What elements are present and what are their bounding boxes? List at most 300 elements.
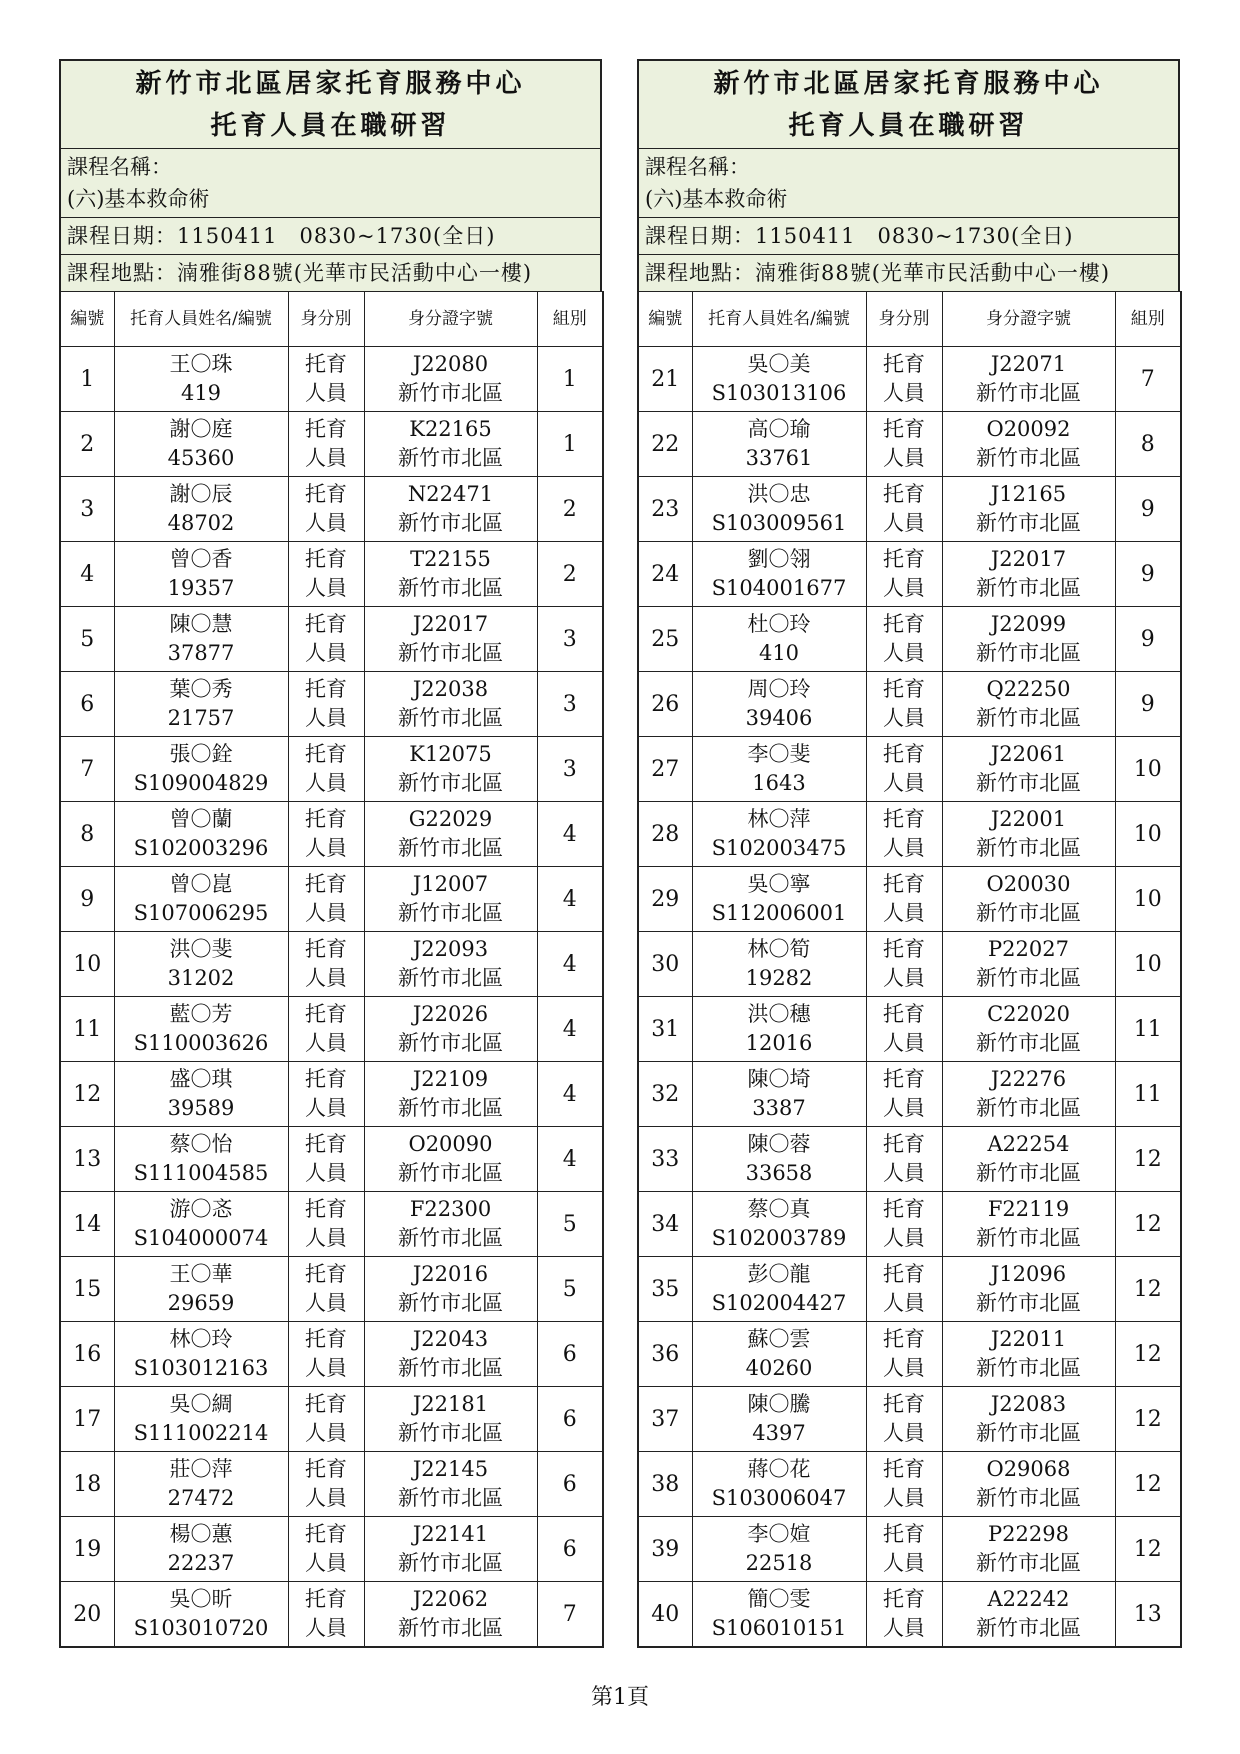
role-line2: 人員	[883, 1551, 925, 1575]
caregiver-code: 1643	[752, 771, 806, 795]
id-cell	[942, 1192, 1115, 1257]
caregiver-name: 簡〇雯	[747, 1587, 811, 1611]
caregiver-name-cell	[692, 997, 866, 1062]
row-number: 21	[638, 347, 692, 412]
role-line2: 人員	[883, 1226, 925, 1250]
row-number: 22	[638, 412, 692, 477]
table-row	[638, 477, 1181, 542]
caregiver-name: 王〇珠	[169, 352, 233, 376]
role-cell	[288, 932, 364, 997]
id-number: J22071	[990, 352, 1067, 376]
role-line1: 托育	[883, 937, 925, 961]
id-number: J12007	[412, 872, 489, 896]
caregiver-name: 張〇銓	[169, 742, 233, 766]
group-number: 13	[1115, 1582, 1181, 1648]
title-block	[639, 61, 1178, 149]
table-row	[60, 1322, 603, 1387]
table-row	[60, 1582, 603, 1648]
caregiver-name: 陳〇慧	[169, 612, 233, 636]
district: 新竹市北區	[976, 706, 1081, 730]
role-line2: 人員	[305, 1551, 347, 1575]
caregiver-name-cell	[692, 412, 866, 477]
id-number: J22099	[990, 612, 1067, 636]
id-number: O20090	[408, 1132, 493, 1156]
id-number: J22016	[412, 1262, 489, 1286]
date-value: 1150411 0830~1730(全日)	[755, 224, 1074, 248]
district: 新竹市北區	[976, 901, 1081, 925]
location-label: 課程地點：	[645, 261, 755, 285]
id-number: J22038	[412, 677, 489, 701]
id-cell	[364, 867, 537, 932]
course-name: (六)基本救命術	[645, 187, 788, 211]
table-row	[60, 1257, 603, 1322]
role-line1: 托育	[305, 417, 347, 441]
table-row	[638, 997, 1181, 1062]
caregiver-name: 彭〇龍	[747, 1262, 811, 1286]
row-number: 2	[60, 412, 114, 477]
table-row	[60, 1387, 603, 1452]
id-number: J22062	[412, 1587, 489, 1611]
district: 新竹市北區	[398, 771, 503, 795]
district: 新竹市北區	[398, 511, 503, 535]
table-header-row	[60, 292, 603, 347]
group-number: 9	[1115, 542, 1181, 607]
caregiver-name: 蔡〇真	[747, 1197, 811, 1221]
caregiver-code: 39589	[167, 1096, 235, 1120]
district: 新竹市北區	[398, 1161, 503, 1185]
caregiver-name-cell	[692, 932, 866, 997]
caregiver-name: 陳〇埼	[747, 1067, 811, 1091]
caregiver-name: 李〇斐	[747, 742, 811, 766]
role-line1: 托育	[883, 807, 925, 831]
caregiver-name: 曾〇香	[169, 547, 233, 571]
role-line2: 人員	[883, 641, 925, 665]
row-number: 6	[60, 672, 114, 737]
row-number: 40	[638, 1582, 692, 1648]
col-id: 身分證字號	[942, 292, 1115, 347]
role-cell	[866, 932, 942, 997]
caregiver-name: 周〇玲	[747, 677, 811, 701]
role-cell	[288, 867, 364, 932]
table-row	[60, 412, 603, 477]
caregiver-name-cell	[692, 607, 866, 672]
role-cell	[288, 737, 364, 802]
role-line1: 托育	[883, 417, 925, 441]
id-number: A22242	[987, 1587, 1070, 1611]
caregiver-name: 洪〇斐	[169, 937, 233, 961]
caregiver-code: 21757	[167, 706, 235, 730]
caregiver-name-cell	[114, 1517, 288, 1582]
district: 新竹市北區	[398, 1551, 503, 1575]
role-cell	[288, 802, 364, 867]
id-cell	[364, 672, 537, 737]
caregiver-code: S107006295	[133, 901, 269, 925]
caregiver-name: 曾〇蘭	[169, 807, 233, 831]
date-label: 課程日期：	[645, 224, 755, 248]
district: 新竹市北區	[976, 1161, 1081, 1185]
caregiver-name-cell	[114, 1452, 288, 1517]
group-number: 4	[537, 867, 603, 932]
caregiver-name-cell	[692, 542, 866, 607]
caregiver-code: 22518	[745, 1551, 813, 1575]
row-number: 11	[60, 997, 114, 1062]
caregiver-code: 22237	[167, 1551, 235, 1575]
table-row	[638, 737, 1181, 802]
course-date	[61, 218, 600, 255]
caregiver-code: S103009561	[711, 511, 847, 535]
id-cell	[942, 477, 1115, 542]
col-no: 編號	[638, 292, 692, 347]
group-number: 1	[537, 347, 603, 412]
table-row	[638, 1517, 1181, 1582]
district: 新竹市北區	[398, 1031, 503, 1055]
group-number: 7	[1115, 347, 1181, 412]
role-line2: 人員	[883, 1096, 925, 1120]
course-info	[639, 149, 1178, 218]
id-number: J22011	[990, 1327, 1067, 1351]
district: 新竹市北區	[398, 1291, 503, 1315]
role-line1: 托育	[883, 1392, 925, 1416]
id-cell	[364, 1517, 537, 1582]
caregiver-name-cell	[692, 1257, 866, 1322]
table-row	[638, 932, 1181, 997]
id-number: Q22250	[986, 677, 1071, 701]
role-cell	[866, 1452, 942, 1517]
caregiver-code: 3387	[752, 1096, 806, 1120]
caregiver-code: 29659	[167, 1291, 235, 1315]
group-number: 10	[1115, 737, 1181, 802]
id-cell	[942, 802, 1115, 867]
role-line1: 托育	[883, 1197, 925, 1221]
group-number: 12	[1115, 1192, 1181, 1257]
id-cell	[364, 1257, 537, 1322]
id-number: T22155	[410, 547, 491, 571]
table-row	[638, 1127, 1181, 1192]
caregiver-code: S111002214	[133, 1421, 269, 1445]
caregiver-name-cell	[114, 932, 288, 997]
caregiver-name-cell	[114, 997, 288, 1062]
caregiver-code: 12016	[745, 1031, 813, 1055]
role-cell	[288, 1517, 364, 1582]
district: 新竹市北區	[976, 771, 1081, 795]
row-number: 38	[638, 1452, 692, 1517]
group-number: 4	[537, 1062, 603, 1127]
caregiver-code: S103006047	[711, 1486, 847, 1510]
id-number: F22119	[987, 1197, 1070, 1221]
role-line2: 人員	[305, 1356, 347, 1380]
table-row	[60, 1062, 603, 1127]
table-row	[60, 932, 603, 997]
caregiver-name: 楊〇蕙	[169, 1522, 233, 1546]
group-number: 9	[1115, 607, 1181, 672]
caregiver-name: 謝〇庭	[169, 417, 233, 441]
group-number: 4	[537, 1127, 603, 1192]
caregiver-name-cell	[114, 867, 288, 932]
district: 新竹市北區	[976, 511, 1081, 535]
row-number: 37	[638, 1387, 692, 1452]
id-number: J22145	[412, 1457, 489, 1481]
id-cell	[364, 802, 537, 867]
caregiver-code: 19282	[745, 966, 813, 990]
date-label: 課程日期：	[67, 224, 177, 248]
row-number: 33	[638, 1127, 692, 1192]
row-number: 16	[60, 1322, 114, 1387]
caregiver-name: 洪〇忠	[747, 482, 811, 506]
row-number: 8	[60, 802, 114, 867]
role-line2: 人員	[305, 1616, 347, 1640]
id-number: G22029	[408, 807, 493, 831]
role-line1: 托育	[883, 1587, 925, 1611]
role-cell	[288, 1582, 364, 1648]
id-number: J22001	[990, 807, 1067, 831]
district: 新竹市北區	[398, 1096, 503, 1120]
caregiver-name-cell	[114, 542, 288, 607]
role-cell	[866, 1322, 942, 1387]
caregiver-name: 藍〇芳	[169, 1002, 233, 1026]
caregiver-code: 40260	[745, 1356, 813, 1380]
caregiver-name: 王〇華	[169, 1262, 233, 1286]
course-name: (六)基本救命術	[67, 187, 210, 211]
id-number: J22093	[412, 937, 489, 961]
id-cell	[942, 1322, 1115, 1387]
row-number: 7	[60, 737, 114, 802]
group-number: 1	[537, 412, 603, 477]
role-cell	[288, 1452, 364, 1517]
caregiver-name: 杜〇玲	[747, 612, 811, 636]
role-line1: 托育	[305, 677, 347, 701]
role-line1: 托育	[305, 1522, 347, 1546]
group-number: 6	[537, 1387, 603, 1452]
right-roster-panel	[637, 59, 1180, 1648]
caregiver-code: 33761	[745, 446, 813, 470]
district: 新竹市北區	[398, 836, 503, 860]
caregiver-name: 葉〇秀	[169, 677, 233, 701]
group-number: 4	[537, 802, 603, 867]
id-cell	[942, 867, 1115, 932]
table-row	[638, 802, 1181, 867]
course-info	[61, 149, 600, 218]
group-number: 4	[537, 932, 603, 997]
caregiver-name: 蔣〇花	[747, 1457, 811, 1481]
id-number: P22027	[988, 937, 1069, 961]
id-cell	[364, 347, 537, 412]
role-cell	[866, 542, 942, 607]
row-number: 34	[638, 1192, 692, 1257]
district: 新竹市北區	[398, 1616, 503, 1640]
role-cell	[866, 1257, 942, 1322]
district: 新竹市北區	[976, 1551, 1081, 1575]
role-line1: 托育	[883, 872, 925, 896]
role-line1: 托育	[883, 1457, 925, 1481]
id-cell	[942, 737, 1115, 802]
row-number: 25	[638, 607, 692, 672]
caregiver-name-cell	[692, 1062, 866, 1127]
caregiver-name: 莊〇萍	[169, 1457, 233, 1481]
caregiver-name-cell	[692, 347, 866, 412]
caregiver-code: S112006001	[711, 901, 847, 925]
role-line2: 人員	[305, 1291, 347, 1315]
caregiver-name: 陳〇騰	[747, 1392, 811, 1416]
role-cell	[288, 542, 364, 607]
course-label: 課程名稱：	[67, 155, 172, 179]
district: 新竹市北區	[398, 576, 503, 600]
id-cell	[942, 1257, 1115, 1322]
role-line2: 人員	[883, 576, 925, 600]
district: 新竹市北區	[976, 446, 1081, 470]
role-cell	[288, 1257, 364, 1322]
caregiver-code: 4397	[752, 1421, 806, 1445]
role-line1: 托育	[305, 872, 347, 896]
left-roster-panel	[59, 59, 602, 1648]
row-number: 4	[60, 542, 114, 607]
caregiver-code: 419	[180, 381, 222, 405]
group-number: 3	[537, 672, 603, 737]
caregiver-code: S104001677	[711, 576, 847, 600]
district: 新竹市北區	[976, 1616, 1081, 1640]
caregiver-name: 游〇忞	[169, 1197, 233, 1221]
id-number: J22026	[412, 1002, 489, 1026]
course-location	[639, 255, 1178, 291]
role-cell	[288, 997, 364, 1062]
location-label: 課程地點：	[67, 261, 177, 285]
role-line2: 人員	[883, 1161, 925, 1185]
role-line2: 人員	[883, 446, 925, 470]
role-cell	[288, 672, 364, 737]
role-line1: 托育	[305, 482, 347, 506]
row-number: 10	[60, 932, 114, 997]
id-number: O20030	[986, 872, 1071, 896]
role-line2: 人員	[305, 1031, 347, 1055]
group-number: 9	[1115, 672, 1181, 737]
caregiver-code: S102004427	[711, 1291, 847, 1315]
caregiver-code: 410	[758, 641, 800, 665]
caregiver-name: 林〇玲	[169, 1327, 233, 1351]
id-cell	[364, 1192, 537, 1257]
caregiver-name: 洪〇穗	[747, 1002, 811, 1026]
caregiver-name-cell	[692, 1582, 866, 1648]
table-row	[60, 347, 603, 412]
role-cell	[866, 1387, 942, 1452]
page-number: 第1頁	[591, 1685, 649, 1710]
caregiver-name: 吳〇美	[747, 352, 811, 376]
role-line1: 托育	[305, 1002, 347, 1026]
role-line1: 托育	[883, 482, 925, 506]
role-cell	[288, 1062, 364, 1127]
id-number: A22254	[987, 1132, 1070, 1156]
caregiver-code: S103010720	[133, 1616, 269, 1640]
role-line2: 人員	[305, 381, 347, 405]
caregiver-code: 45360	[167, 446, 235, 470]
role-line2: 人員	[305, 1096, 347, 1120]
caregiver-name: 吳〇昕	[169, 1587, 233, 1611]
district: 新竹市北區	[976, 1356, 1081, 1380]
group-number: 6	[537, 1452, 603, 1517]
id-number: O20092	[986, 417, 1071, 441]
training-title: 托育人員在職研習	[788, 110, 1029, 141]
col-group: 組別	[1115, 292, 1181, 347]
role-cell	[866, 1517, 942, 1582]
caregiver-name-cell	[114, 1127, 288, 1192]
district: 新竹市北區	[398, 1356, 503, 1380]
id-number: J22017	[990, 547, 1067, 571]
caregiver-name-cell	[692, 1192, 866, 1257]
table-row	[638, 1062, 1181, 1127]
id-cell	[364, 1322, 537, 1387]
table-row	[638, 1582, 1181, 1648]
row-number: 27	[638, 737, 692, 802]
caregiver-name-cell	[692, 477, 866, 542]
date-value: 1150411 0830~1730(全日)	[177, 224, 496, 248]
caregiver-name: 林〇筍	[747, 937, 811, 961]
caregiver-name: 謝〇辰	[169, 482, 233, 506]
role-line2: 人員	[883, 1616, 925, 1640]
district: 新竹市北區	[398, 641, 503, 665]
table-row	[638, 1452, 1181, 1517]
table-row	[638, 1322, 1181, 1387]
role-line1: 托育	[883, 1327, 925, 1351]
id-cell	[364, 997, 537, 1062]
table-row	[638, 412, 1181, 477]
role-line2: 人員	[305, 966, 347, 990]
caregiver-code: 33658	[745, 1161, 813, 1185]
group-number: 2	[537, 542, 603, 607]
id-cell	[364, 477, 537, 542]
district: 新竹市北區	[976, 381, 1081, 405]
role-line1: 托育	[305, 547, 347, 571]
caregiver-code: S110003626	[133, 1031, 269, 1055]
role-line1: 托育	[883, 677, 925, 701]
role-line2: 人員	[305, 511, 347, 535]
id-cell	[942, 347, 1115, 412]
caregiver-name-cell	[692, 1517, 866, 1582]
district: 新竹市北區	[976, 1096, 1081, 1120]
caregiver-name: 劉〇翎	[747, 547, 811, 571]
table-row	[60, 737, 603, 802]
role-line1: 托育	[883, 1067, 925, 1091]
role-cell	[866, 347, 942, 412]
role-cell	[866, 477, 942, 542]
role-line2: 人員	[883, 1291, 925, 1315]
row-number: 36	[638, 1322, 692, 1387]
id-cell	[942, 1387, 1115, 1452]
group-number: 10	[1115, 867, 1181, 932]
id-cell	[942, 1062, 1115, 1127]
id-cell	[364, 1127, 537, 1192]
row-number: 17	[60, 1387, 114, 1452]
caregiver-name-cell	[114, 607, 288, 672]
caregiver-name-cell	[114, 1387, 288, 1452]
caregiver-code: S103013106	[711, 381, 847, 405]
district: 新竹市北區	[398, 446, 503, 470]
group-number: 11	[1115, 997, 1181, 1062]
role-line2: 人員	[305, 1486, 347, 1510]
training-title: 托育人員在職研習	[210, 110, 451, 141]
col-group: 組別	[537, 292, 603, 347]
role-cell	[866, 412, 942, 477]
table-row	[60, 672, 603, 737]
id-cell	[942, 1582, 1115, 1648]
caregiver-name-cell	[692, 1127, 866, 1192]
group-number: 5	[537, 1192, 603, 1257]
role-line1: 托育	[305, 1457, 347, 1481]
table-row	[638, 867, 1181, 932]
caregiver-code: 19357	[167, 576, 235, 600]
caregiver-code: 48702	[167, 511, 235, 535]
role-line1: 托育	[305, 742, 347, 766]
role-line1: 托育	[883, 1522, 925, 1546]
group-number: 12	[1115, 1127, 1181, 1192]
role-line1: 托育	[883, 547, 925, 571]
